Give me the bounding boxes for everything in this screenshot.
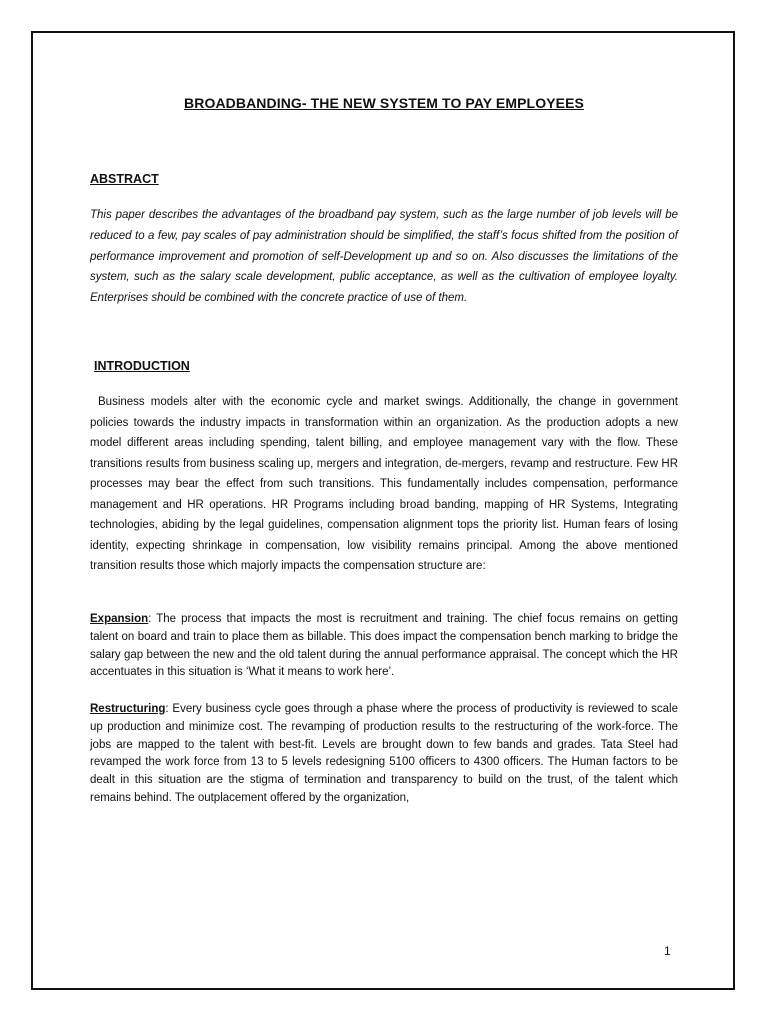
- restructuring-term: Restructuring: [90, 703, 166, 715]
- restructuring-paragraph: [90, 701, 678, 808]
- expansion-term: Expansion: [90, 613, 149, 625]
- restructuring-colon: :: [165, 703, 169, 715]
- introduction-text: Business models alter with the economic cycle and market swings. Additionally, the change in government policies towards the industry impacts in transformation within an organization. As the production adopts a new model different areas including spending, talent billing, and employee management vary with the flow. These transitions results from business scaling up, mergers and integration, de-mergers, revamp and restructure. Few HR processes may bear the effect from such transitions. This fundamentally includes compensation, performance management and HR operations. HR Programs including broad banding, mapping of HR Systems, Integrating technologies, abiding by the legal guidelines, compensation alignment tops the priority list. Human fears of losing identity, expecting shrinkage in compensation, low visibility remains principal. Among the above mentioned transition results those which majorly impacts the compensation structure are:: [90, 396, 678, 572]
- expansion-paragraph: [90, 611, 678, 682]
- expansion-text: The process that impacts the most is recruitment and training. The chief focus remains on getting talent on board and train to place them as billable. This does impact the compensation bench marking to bridge the salary gap between the new and the old talent during the annual performance appraisal. The concept which the HR accentuates in this situation is ‘What it means to work here’.: [90, 613, 678, 679]
- abstract-text: This paper describes the advantages of the broadband pay system, such as the large number of job levels will be reduced to a few, pay scales of pay administration should be simplified, the staff’s focus shifted from the position of performance improvement and promotion of self-Development up and so on. Also discusses the limitations of the system, such as the salary scale development, public acceptance, as well as the cultivation of employee loyalty. Enterprises should be combined with the concrete practice of use of them.: [90, 209, 678, 305]
- abstract-heading: ABSTRACT: [90, 172, 159, 186]
- restructuring-text: Every business cycle goes through a phase where the process of productivity is reviewed to scale up production and minimize cost. The revamping of production results to the restructuring of the work-force. The jobs are mapped to the talent with best-fit. Levels are brought down to few bands and grades. Tata Steel had revamped the work force from 13 to 5 levels redesigning 5100 officers to 4300 officers. The Human factors to be dealt in this situation are the stigma of termination and transparency to build on the trust, of the talent which remains behind. The outplacement offered by the organization,: [90, 703, 678, 804]
- introduction-heading: INTRODUCTION: [94, 359, 190, 373]
- document-title: BROADBANDING- THE NEW SYSTEM TO PAY EMPLOYEES: [184, 95, 584, 111]
- introduction-paragraph: [90, 392, 678, 577]
- expansion-colon: :: [148, 613, 152, 625]
- page-number: 1: [664, 944, 671, 958]
